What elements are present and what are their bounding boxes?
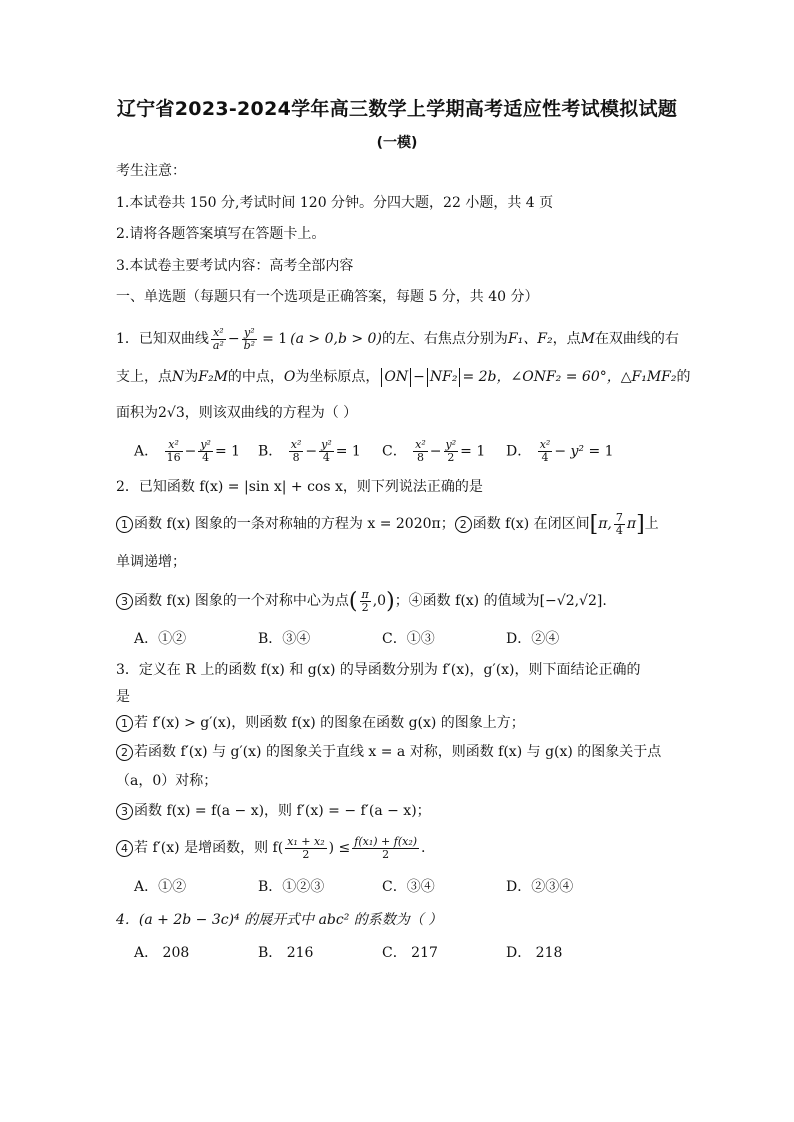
q1-triangle: △F₁MF₂ [620, 369, 677, 386]
notice-item-1: 1.本试卷共 150 分,考试时间 120 分钟。分四大题，22 小题，共 4 页 [116, 194, 554, 211]
q4-options [116, 936, 691, 972]
q3-statement-3: 函数 f(x) = f(a − x)，则 f′(x) = − f′(a − x)； [134, 803, 431, 820]
q1-text2: ，点 [552, 331, 581, 348]
question-4 [116, 906, 691, 972]
q1-segment: F₂M [198, 369, 228, 386]
q2-statement-2b: 上 [644, 516, 659, 533]
q3-option-a[interactable]: A．①② [134, 879, 187, 896]
q1-text3: 在双曲线的右 [594, 331, 679, 348]
q2-options [116, 624, 691, 656]
q4-option-a[interactable]: A． 208 [134, 945, 190, 962]
exam-body [116, 162, 691, 972]
question-1: 1．已知双曲线 $\frac{\text{x²}}{\text{a²}}$ − $\frac{\text{y²}}{\text{b²}}$ = 1 (a > 0,b > 0) 的左、右焦点分别为 F₁、F₂ ，点 M 在双曲线的右 支上，点 N 为 F₂M 的中点， O 为坐标原点， ON − NF₂ = 2b，∠ONF₂ = 60°， △F₁MF₂ 的 面积为2√3，则该双曲线的方程为（ ） A． $\frac{\text{x²}}{16}$ − $\frac{\text{y²}}{4}$ = 1 B． $\frac{\text{x²}}{8}$ − $\frac{\text{y²}}{4}$ = 1 C． $\frac{\text{x²}}{8}$ − $\frac{\text{y²}}{2}$ = 1 D． $\frac{\text{x²}}{4}$ − y² = 1 [116, 320, 691, 472]
page-title: 辽宁省2023-2024学年高三数学上学期高考适应性考试模拟试题 [116, 98, 678, 120]
q3-stem: 3．定义在 R 上的函数 f(x) 和 g(x) 的导函数分别为 f′(x)，g′(x)，则下面结论正确的 [116, 662, 641, 679]
q3-stem-2: 是 [116, 689, 130, 706]
q1-point-n: N [172, 369, 185, 386]
circled-2-icon: 2 [116, 744, 133, 761]
q3-statement-4c: . [421, 840, 426, 857]
q2-statement-1: 函数 f(x) 图象的一条对称轴的方程为 x = 2020π； [134, 516, 455, 533]
q1-line2d: 为坐标原点， [295, 369, 380, 386]
question-3: 3．定义在 R 上的函数 f(x) 和 g(x) 的导函数分别为 f′(x)，g′(x)，则下面结论正确的 是 1 若 f′(x) > g′(x)，则函数 f(x) 的图象在函数 g(x) 的图象上方； 2 若函数 f′(x) 与 g′(x) 的图象关于直线 x = a 对称，则函数 f(x) 与 g(x) 的图象关于点 （a，0）对称； 3 函数 f(x) = f(a − x)，则 f′(x) = − f′(a − x)； 4 若 f′(x) 是增函数，则 f( $\frac{\text{x₁ + x₂}}{2}$ ) ≤ $\frac{\text{f(x₁) + f(x₂)}}{2}$ . A．①② B．①②③ C．③④ D．②③④ [116, 656, 691, 906]
q4-option-c[interactable]: C． 217 [382, 945, 438, 962]
notice-heading: 考生注意： [116, 163, 186, 179]
q3-statement-2b: （a，0）对称； [116, 773, 218, 790]
circled-3-icon: 3 [116, 803, 133, 820]
q1-line2e: 的 [676, 369, 691, 386]
question-2: 2．已知函数 f(x) = |sin x| + cos x，则下列说法正确的是 1 函数 f(x) 图象的一条对称轴的方程为 x = 2020π； 2 函数 f(x) 在闭区间 [ π, $\frac{7}{4}$ π ] 上 单调递增； 3 函数 f(x) 图象的一个对称中心为点 ( $\frac{\pi}{2}$ ,0 ) ；④函数 f(x) 的值域为[−√2,√2]. A．①② B．③④ C．①③ D．②④ [116, 472, 691, 656]
q3-statement-1: 若 f′(x) > g′(x)，则函数 f(x) 的图象在函数 g(x) 的图象上方； [134, 715, 525, 732]
q3-statement-2: 若函数 f′(x) 与 g′(x) 的图象关于直线 x = a 对称，则函数 f(x) 与 g(x) 的图象关于点 [134, 744, 662, 761]
q1-fraction-y: $\frac{\text{y²}}{\text{b²}}$ [243, 325, 256, 352]
q1-text1: 的左、右焦点分别为 [381, 331, 508, 348]
q1-relation: = 2b，∠ONF₂ = 60°， [462, 369, 621, 386]
q1-option-b[interactable]: B． $\frac{\text{x²}}{8}$ − $\frac{\text{y²}}{4}$ = 1 [258, 437, 361, 464]
notice-item-2: 2.请将各题答案填写在答题卡上。 [116, 226, 326, 242]
q1-option-d[interactable]: D． $\frac{\text{x²}}{4}$ − y² = 1 [506, 437, 614, 464]
q3-options [116, 870, 691, 906]
section-heading: 一、单选题（每题只有一个选项是正确答案，每题 5 分，共 40 分） [116, 289, 539, 305]
q2-statement-2c: 单调递增； [116, 554, 186, 571]
q3-statement-4b: ) ≤ [328, 840, 351, 857]
notice-item-3: 3.本试卷主要考试内容：高考全部内容 [116, 257, 354, 274]
q1-line2c: 的中点， [227, 369, 284, 386]
q1-line3: 面积为2√3，则该双曲线的方程为（ ） [116, 405, 358, 422]
circled-1-icon: 1 [116, 516, 133, 533]
circled-3-icon: 3 [116, 593, 133, 610]
q1-options [116, 432, 691, 472]
q3-option-c[interactable]: C．③④ [382, 879, 435, 896]
q1-point-m: M [580, 331, 595, 348]
q1-condition: (a > 0,b > 0) [290, 331, 382, 348]
q3-option-d[interactable]: D．②③④ [506, 879, 574, 896]
q4-option-d[interactable]: D． 218 [506, 945, 563, 962]
q2-statement-3: 函数 f(x) 图象的一个对称中心为点 [134, 593, 349, 610]
q4-option-b[interactable]: B． 216 [258, 945, 314, 962]
circled-4-icon: 4 [116, 840, 133, 857]
q1-line2a: 支上，点 [116, 369, 172, 386]
q1-option-a[interactable]: A． $\frac{\text{x²}}{16}$ − $\frac{\text{y²}}{4}$ = 1 [134, 437, 241, 464]
q1-foci: F₁、F₂ [507, 331, 553, 348]
q1-line2b: 为 [184, 369, 199, 386]
q2-statement-2: 函数 f(x) 在闭区间 [472, 516, 590, 533]
q2-option-d[interactable]: D．②④ [506, 631, 560, 648]
circled-2-icon: 2 [455, 516, 472, 533]
q2-option-a[interactable]: A．①② [134, 631, 187, 648]
q4-stem: 4．(a + 2b − 3c)⁴ 的展开式中 abc² 的系数为（ ） [116, 912, 443, 929]
q2-option-b[interactable]: B．③④ [258, 631, 311, 648]
q3-option-b[interactable]: B．①②③ [258, 879, 325, 896]
q1-fraction-x: $\frac{\text{x²}}{\text{a²}}$ [212, 325, 224, 352]
circled-1-icon: 1 [116, 715, 133, 732]
page-subtitle: (一模) [376, 135, 418, 151]
q1-option-c[interactable]: C． $\frac{\text{x²}}{8}$ − $\frac{\text{y²}}{2}$ = 1 [382, 437, 486, 464]
q2-option-c[interactable]: C．①③ [382, 631, 435, 648]
q1-prefix: 1．已知双曲线 [116, 331, 209, 348]
q2-stem: 2．已知函数 f(x) = |sin x| + cos x，则下列说法正确的是 [116, 479, 483, 496]
q2-statement-4: ；④函数 f(x) 的值域为[−√2,√2]. [394, 593, 607, 610]
q1-origin: O [283, 369, 296, 386]
q3-statement-4a: 若 f′(x) 是增函数，则 f( [134, 840, 284, 857]
